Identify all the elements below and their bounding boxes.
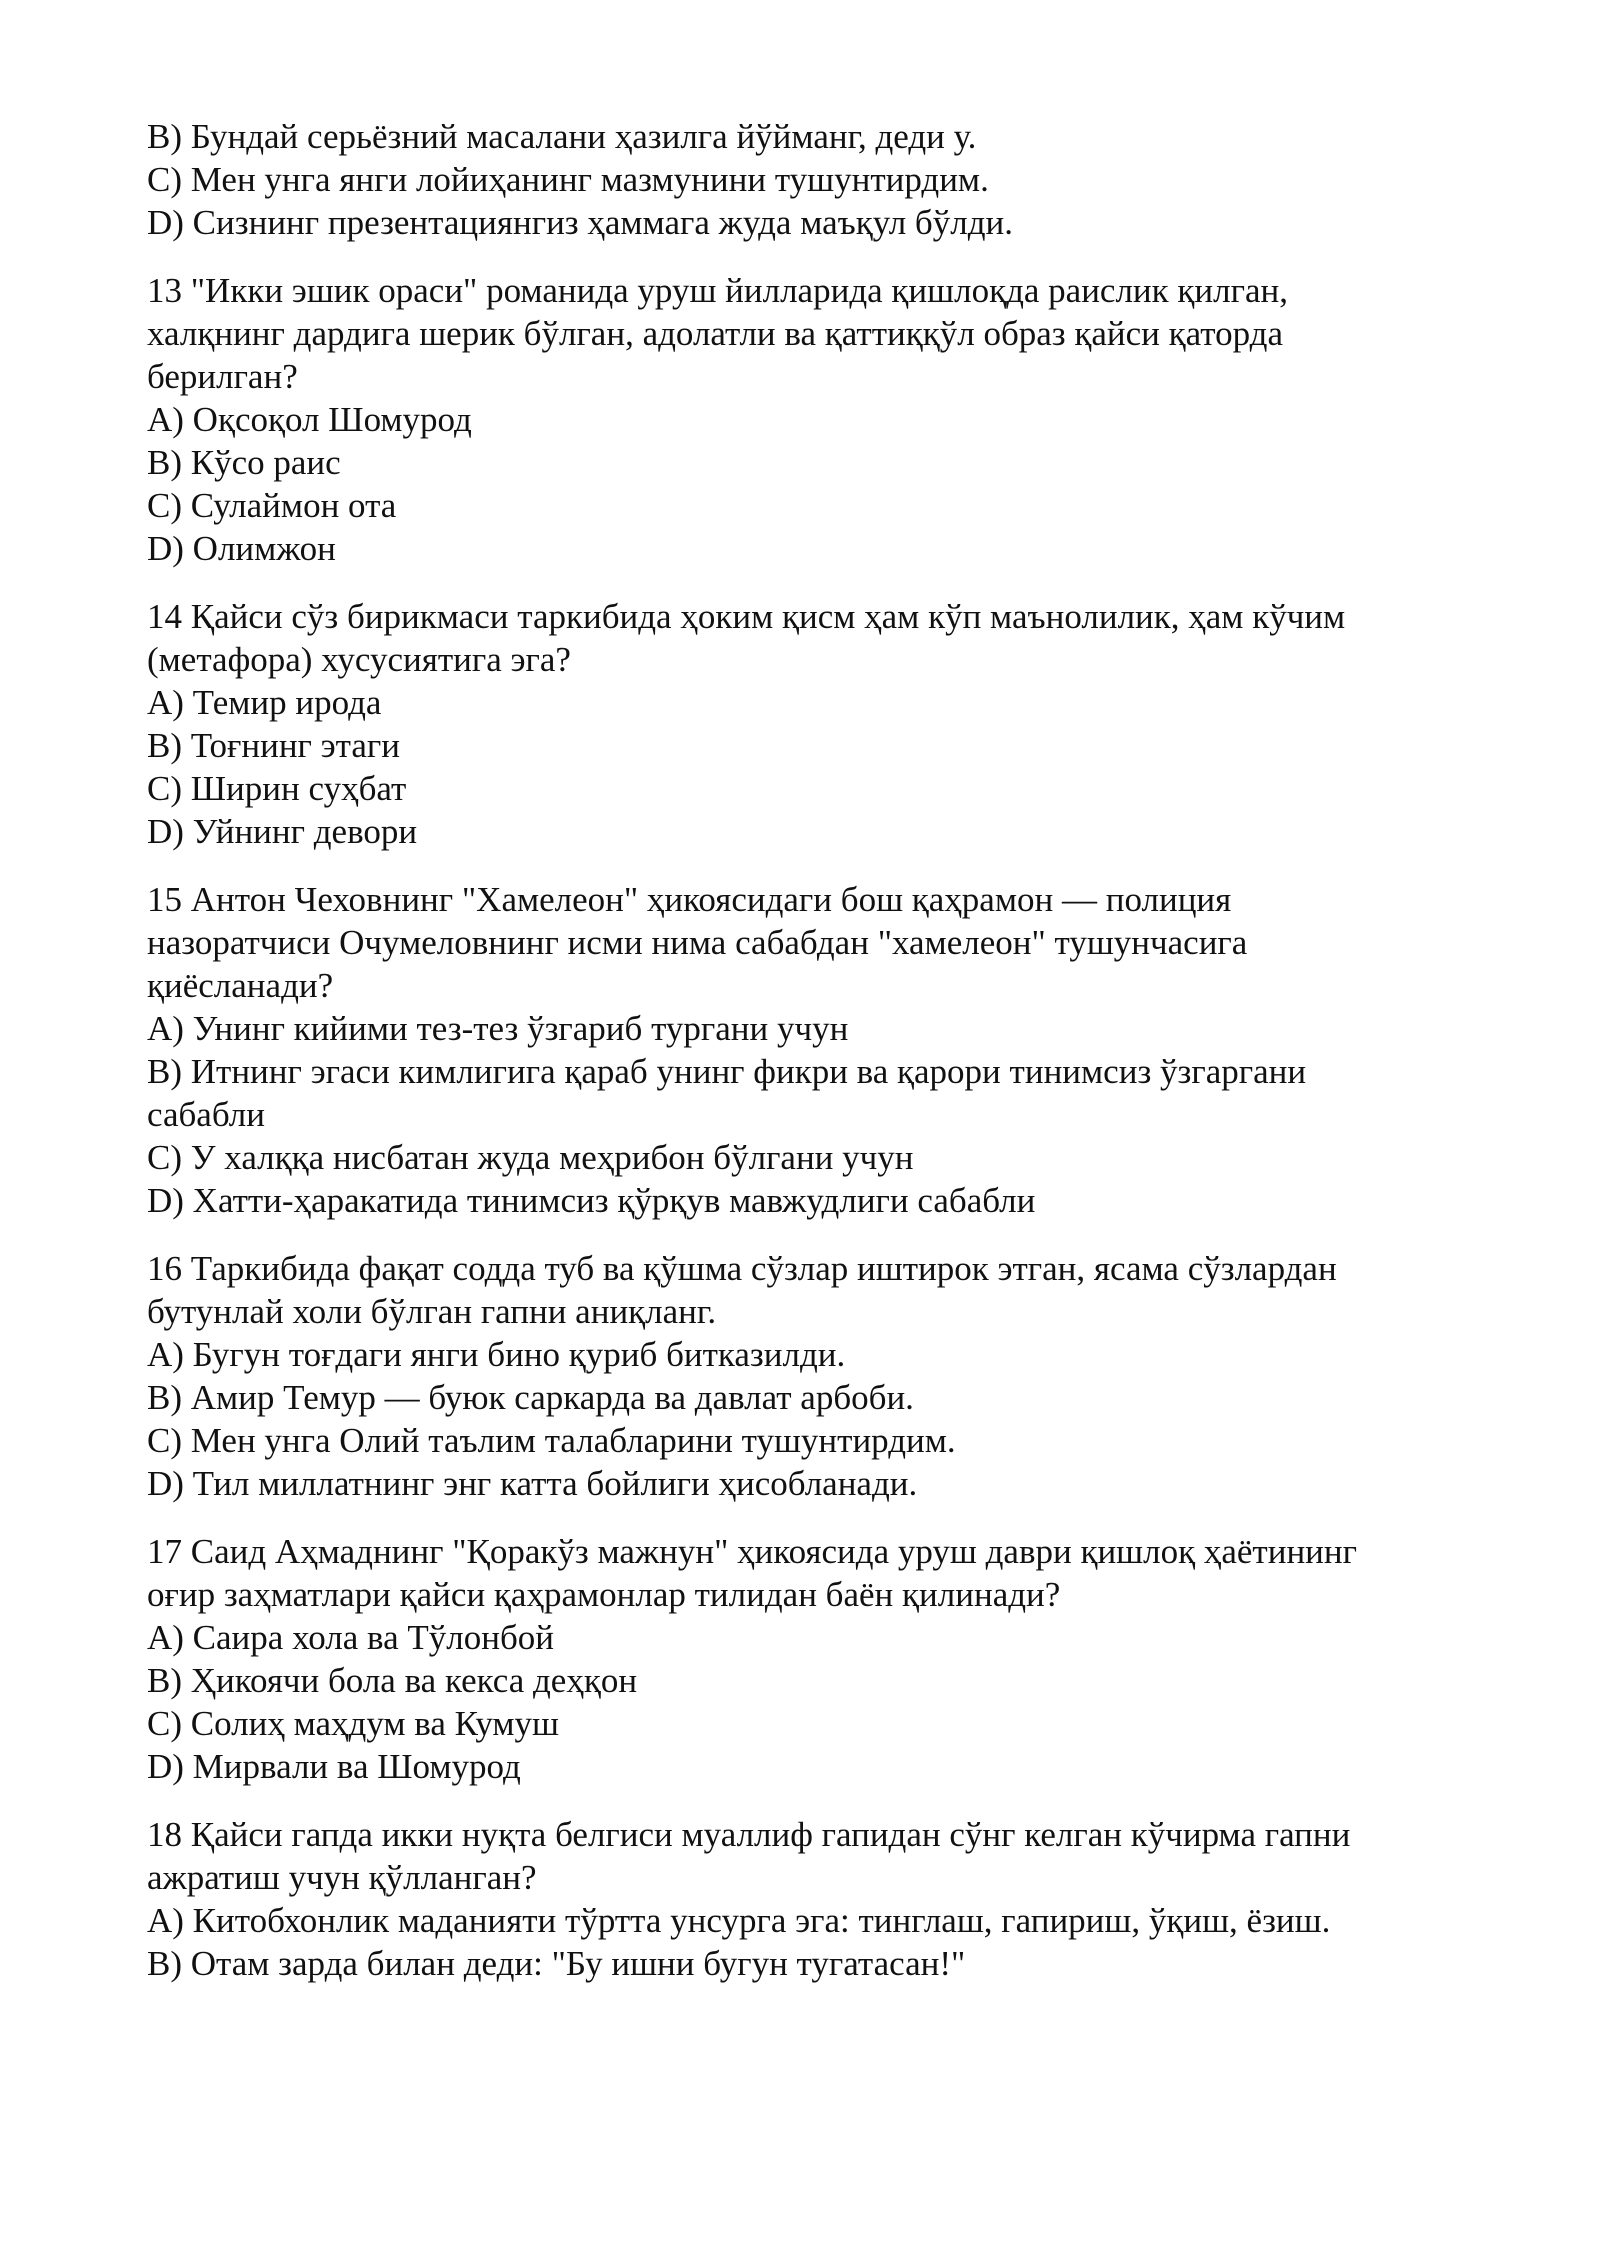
answer-option: B) Бундай серьёзний масалани ҳазилга йўйманг, деди у.	[147, 117, 977, 156]
answer-option: A) Китобхонлик маданияти тўртта унсурга эга: тинглаш, гапириш, ўқиш, ёзиш.	[147, 1901, 1331, 1940]
question-text: қиёсланади?	[147, 966, 334, 1005]
question-16	[147, 1247, 1487, 1505]
answer-option: A) Темир ирода	[147, 683, 382, 722]
question-text: бутунлай холи бўлган гапни аниқланг.	[147, 1292, 717, 1331]
question-18	[147, 1813, 1487, 1985]
question-17	[147, 1530, 1487, 1788]
question-text: 13 "Икки эшик ораси" романида уруш йилларида қишлоқда раислик қилган,	[147, 271, 1288, 310]
answer-option: A) Бугун тоғдаги янги бино қуриб битказилди.	[147, 1335, 846, 1374]
answer-option: C) Сулаймон ота	[147, 486, 397, 525]
answer-option: A) Саира хола ва Тўлонбой	[147, 1618, 554, 1657]
answer-option: B) Тоғнинг этаги	[147, 726, 401, 765]
answer-option: D) Мирвали ва Шомурод	[147, 1747, 521, 1786]
question-15	[147, 878, 1487, 1222]
question-text: 16 Таркибида фақат содда туб ва қўшма сўзлар иштирок этган, ясама сўзлардан	[147, 1249, 1337, 1288]
answer-option: C) Солиҳ маҳдум ва Кумуш	[147, 1704, 559, 1743]
question-text: берилган?	[147, 357, 298, 396]
answer-option: B) Амир Темур — буюк саркарда ва давлат арбоби.	[147, 1378, 914, 1417]
answer-option: C) Мен унга Олий таълим талабларини тушунтирдим.	[147, 1421, 956, 1460]
question-text: 14 Қайси сўз бирикмаси таркибида ҳоким қисм ҳам кўп маънолилик, ҳам кўчим	[147, 597, 1346, 636]
question-text: назоратчиси Очумеловнинг исми нима сабабдан "хамелеон" тушунчасига	[147, 923, 1248, 962]
question-text: оғир заҳматлари қайси қаҳрамонлар тилидан баён қилинади?	[147, 1575, 1061, 1614]
question-text: 15 Антон Чеховнинг "Хамелеон" ҳикоясидаги бош қаҳрамон — полиция	[147, 880, 1232, 919]
answer-option: B) Ҳикоячи бола ва кекса деҳқон	[147, 1661, 638, 1700]
answer-option: A) Унинг кийими тез-тез ўзгариб тургани учун	[147, 1009, 849, 1048]
question-text: ажратиш учун қўлланган?	[147, 1858, 537, 1897]
question-13	[147, 269, 1487, 570]
answer-option: C) Ширин суҳбат	[147, 769, 407, 808]
answer-option: D) Сизнинг презентациянгиз ҳаммага жуда маъқул бўлди.	[147, 203, 1013, 242]
question-text: 17 Саид Аҳмаднинг "Қоракўз мажнун" ҳикоясида уруш даври қишлоқ ҳаётининг	[147, 1532, 1357, 1571]
test-page	[147, 115, 1487, 2010]
carryover-options	[147, 115, 1487, 244]
answer-option: B) Итнинг эгаси кимлигига қараб унинг фикри ва қарори тинимсиз ўзгаргани	[147, 1052, 1307, 1091]
answer-option: A) Оқсоқол Шомурод	[147, 400, 472, 439]
answer-option: C) У халққа нисбатан жуда меҳрибон бўлгани учун	[147, 1138, 914, 1177]
answer-option: C) Мен унга янги лойиҳанинг мазмунини тушунтирдим.	[147, 160, 989, 199]
answer-option-continuation: сабабли	[147, 1095, 265, 1134]
question-14	[147, 595, 1487, 853]
question-text: (метафора) хусусиятига эга?	[147, 640, 571, 679]
answer-option: D) Хатти-ҳаракатида тинимсиз қўрқув мавжудлиги сабабли	[147, 1181, 1036, 1220]
question-text: 18 Қайси гапда икки нуқта белгиси муаллиф гапидан сўнг келган кўчирма гапни	[147, 1815, 1351, 1854]
answer-option: D) Олимжон	[147, 529, 336, 568]
answer-option: D) Уйнинг девори	[147, 812, 418, 851]
answer-option: D) Тил миллатнинг энг катта бойлиги ҳисобланади.	[147, 1464, 918, 1503]
answer-option: B) Кўсо раис	[147, 443, 341, 482]
question-text: халқнинг дардига шерик бўлган, адолатли ва қаттиққўл образ қайси қаторда	[147, 314, 1283, 353]
answer-option: B) Отам зарда билан деди: "Бу ишни бугун тугатасан!"	[147, 1944, 966, 1983]
